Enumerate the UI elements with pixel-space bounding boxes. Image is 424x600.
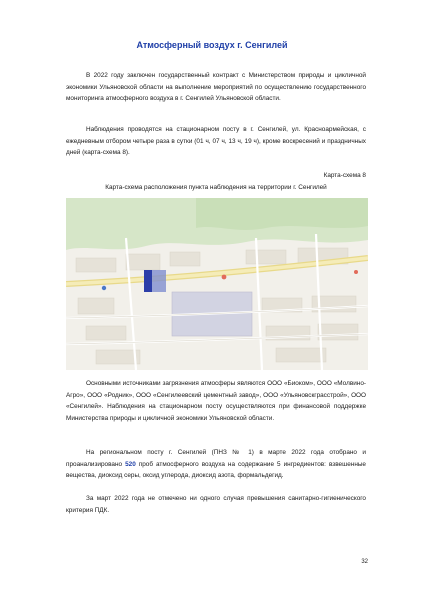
station-map[interactable] (66, 198, 368, 370)
map-caption: Карта-схема расположения пункта наблюдения на территории г. Сенгилей (105, 184, 327, 191)
paragraph-conclusion: За март 2022 года не отмечено ни одного случая превышения санитарно-гигиенического критерия ПДК. (66, 495, 366, 514)
map-label: Карта-схема 8 (323, 172, 366, 179)
samples-text-after: проб атмосферного воздуха на содержание 5 ингредиентов: взвешенные вещества, диоксид серы, оксид углерода, диоксид азота, формальдегид. (66, 460, 366, 479)
paragraph-samples (66, 447, 366, 482)
section-title: Атмосферный воздух г. Сенгилей (136, 40, 288, 50)
page-number: 32 (361, 559, 368, 565)
poi-pin-icon (102, 286, 106, 290)
poi-pin-icon (222, 275, 227, 280)
station-marker (144, 270, 152, 292)
samples-text-before: На региональном посту г. Сенгилей (ПНЗ № 1) в марте 2022 года отобрано и проанализировано (66, 449, 366, 468)
poi-pin-icon (354, 270, 358, 274)
map-graphic (66, 198, 368, 370)
paragraph-contract: В 2022 году заключен государственный контракт с Министерством природы и цикличной экономики Ульяновской области на выполнение мероприятий по осуществлению государственного мониторинга атмосферного воздуха в г. Сенгилей Ульяновской области. (66, 72, 366, 102)
paragraph-observations: Наблюдения проводятся на стационарном посту в г. Сенгилей, ул. Красноармейская, с ежедневным отбором четыре раза в сутки (01 ч, 07 ч, 13 ч, 19 ч), кроме воскресений и праздничных дней (карта-схема 8). (66, 126, 366, 156)
samples-count: 520 (125, 460, 136, 468)
paragraph-sources: Основными источниками загрязнения атмосферы являются ООО «Биоком», ООО «Молвино-Агро», ООО «Родник», ООО «Сенгилеевский цементный завод», ООО «Ульяновскграсстрой», ООО «Сенгилей». Наблюдения на стационарном посту осуществляются при финансовой поддержке Министерства природы и цикличной экономики Ульяновской области. (66, 380, 366, 422)
